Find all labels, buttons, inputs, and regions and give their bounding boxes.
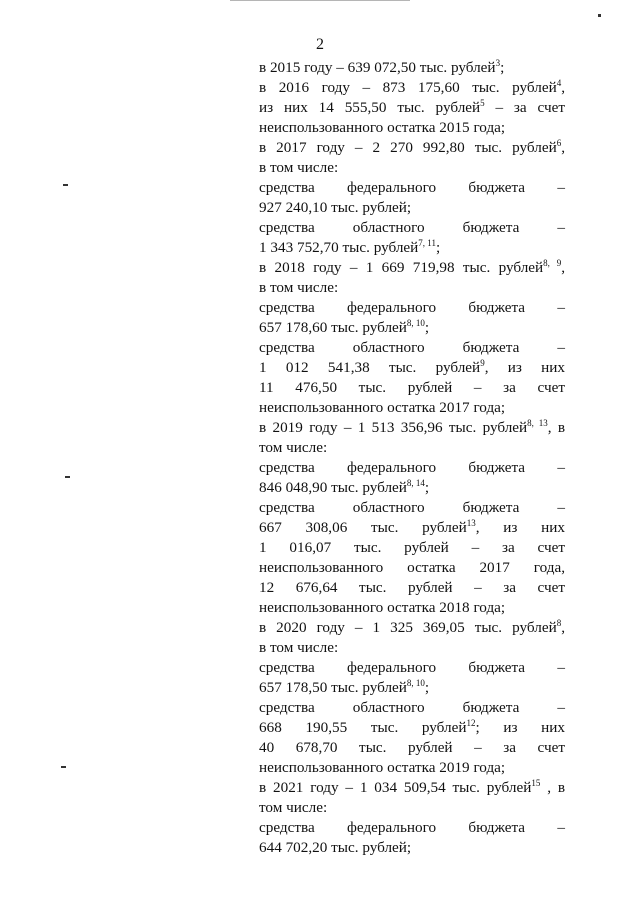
text-line-content: 644 702,20 тыс. рублей; [259,839,412,856]
text-line-tail: ; из них [475,719,565,736]
footnote-ref: 8, 13 [527,418,548,428]
footnote-ref: 8, 9 [543,258,562,268]
text-line [259,258,565,278]
text-line-tail: , [561,79,565,96]
text-line [259,58,565,78]
footnote-ref: 8, 10 [406,318,425,328]
text-line-content: средства областного бюджета – [259,219,565,236]
text-line-content: 657 178,50 тыс. рублей [259,679,407,696]
text-line-content: неиспользованного остатка 2017 года, [259,559,565,576]
text-line-tail: ; [424,679,430,696]
text-line-tail: ; [435,239,441,256]
text-line-content: том числе: [259,799,328,816]
text-line-tail: , в [540,779,566,796]
text-line [259,638,565,658]
text-line [259,598,565,618]
text-line-content: 667 308,06 тыс. рублей [259,519,467,536]
text-line-content: в том числе: [259,159,339,176]
text-line-tail: ; [424,479,430,496]
text-line-tail: , из них [475,519,565,536]
text-line [259,98,565,118]
text-line [259,138,565,158]
text-line [259,398,565,418]
text-line-content: неиспользованного остатка 2017 года; [259,399,506,416]
page-number: 2 [316,36,324,53]
text-line-content: в 2018 году – 1 669 719,98 тыс. рублей [259,259,544,276]
text-line-content: в том числе: [259,279,339,296]
text-line [259,618,565,638]
text-line-content: средства федерального бюджета – [259,819,565,836]
text-line [259,218,565,238]
text-line [259,758,565,778]
text-line [259,778,565,798]
text-line-content: в 2017 году – 2 270 992,80 тыс. рублей [259,139,557,156]
text-line [259,298,565,318]
text-line-tail: , [561,619,565,636]
text-line-content: в 2019 году – 1 513 356,96 тыс. рублей [259,419,528,436]
text-line-content: средства федерального бюджета – [259,179,565,196]
text-line-tail: , в [547,419,565,436]
text-line [259,458,565,478]
text-line [259,798,565,818]
text-line [259,118,565,138]
text-line [259,578,565,598]
text-line [259,818,565,838]
text-line [259,738,565,758]
text-line-content: 40 678,70 тыс. рублей – за счет [259,739,565,756]
text-line-content: средства федерального бюджета – [259,459,565,476]
text-line [259,658,565,678]
footnote-ref: 8, 10 [406,678,425,688]
text-line [259,158,565,178]
text-line-content: 846 048,90 тыс. рублей [259,479,407,496]
footnote-ref: 8 [556,618,562,628]
text-line-content: в 2015 году – 639 072,50 тыс. рублей [259,59,496,76]
text-line [259,698,565,718]
text-line-content: неиспользованного остатка 2015 года; [259,119,506,136]
text-line-content: средства федерального бюджета – [259,299,565,316]
text-line-content: 657 178,60 тыс. рублей [259,319,407,336]
text-line [259,538,565,558]
footnote-ref: 4 [556,78,562,88]
footnote-ref: 12 [466,718,476,728]
text-line-content: в 2020 году – 1 325 369,05 тыс. рублей [259,619,557,636]
text-line-content: 1 016,07 тыс. рублей – за счет [259,539,565,556]
text-line-content: 1 012 541,38 тыс. рублей [259,359,481,376]
text-line [259,558,565,578]
text-line [259,318,565,338]
text-line [259,518,565,538]
text-line-tail: ; [500,59,505,76]
text-line-content: 12 676,64 тыс. рублей – за счет [259,579,565,596]
text-line-content: 11 476,50 тыс. рублей – за счет [259,379,565,396]
text-line-tail: ; [424,319,430,336]
text-line [259,678,565,698]
text-line [259,198,565,218]
footnote-ref: 3 [495,58,501,68]
text-line-content: в 2021 году – 1 034 509,54 тыс. рублей [259,779,532,796]
text-line-tail: , [561,259,565,276]
text-line [259,378,565,398]
scan-margin-mark [61,766,66,768]
scan-margin-mark [65,476,70,478]
text-line-content: 668 190,55 тыс. рублей [259,719,467,736]
footnote-ref: 13 [466,518,476,528]
text-line [259,78,565,98]
text-line [259,838,565,858]
text-line [259,178,565,198]
text-line-content: неиспользованного остатка 2018 года; [259,599,506,616]
scan-margin-mark [598,14,601,17]
text-line [259,238,565,258]
text-line [259,438,565,458]
text-line-content: средства областного бюджета – [259,339,565,356]
text-line-content: средства областного бюджета – [259,499,565,516]
text-line [259,718,565,738]
text-line [259,478,565,498]
footnote-ref: 9 [480,358,485,368]
text-line-content: в 2016 году – 873 175,60 тыс. рублей [259,79,557,96]
text-line-content: средства областного бюджета – [259,699,565,716]
document-body [259,58,565,858]
text-line-tail: – за счет [484,99,565,116]
scan-top-edge-line [230,0,410,1]
text-line [259,498,565,518]
footnote-ref: 15 [531,778,541,788]
text-line [259,338,565,358]
text-line [259,278,565,298]
text-line-content: из них 14 555,50 тыс. рублей [259,99,481,116]
text-line-content: в том числе: [259,639,339,656]
footnote-ref: 6 [556,138,562,148]
text-line-content: неиспользованного остатка 2019 года; [259,759,506,776]
text-line-content: средства федерального бюджета – [259,659,565,676]
text-line [259,358,565,378]
text-line [259,418,565,438]
text-line-content: том числе: [259,439,328,456]
footnote-ref: 5 [480,98,485,108]
text-line-content: 927 240,10 тыс. рублей; [259,199,412,216]
footnote-ref: 8, 14 [406,478,425,488]
text-line-tail: , из них [484,359,565,376]
text-line-content: 1 343 752,70 тыс. рублей [259,239,419,256]
text-line-tail: , [561,139,565,156]
scan-margin-mark [63,184,68,186]
footnote-ref: 7, 11 [418,238,436,248]
